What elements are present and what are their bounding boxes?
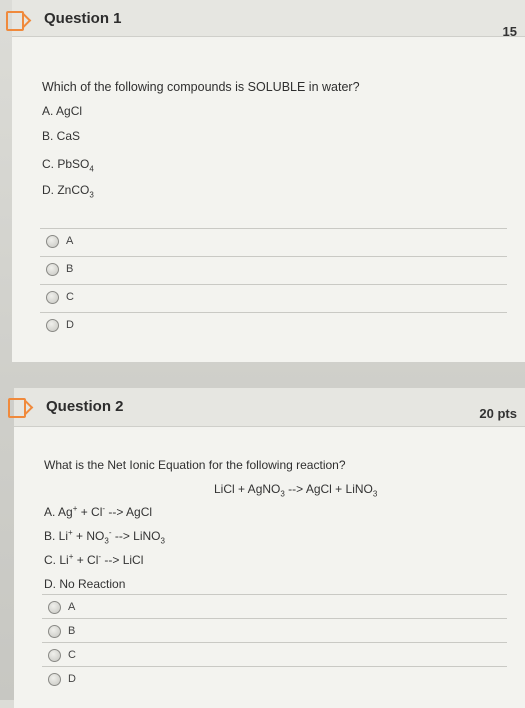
question-2-points: 20 pts (479, 406, 517, 421)
answer-choice-b[interactable] (40, 256, 507, 285)
answer-choice-c[interactable] (40, 284, 507, 313)
radio-button[interactable] (46, 235, 59, 248)
answer-label: A (68, 601, 76, 613)
radio-button[interactable] (46, 319, 59, 332)
answer-choice-a[interactable] (40, 228, 507, 257)
question-2-option-b: B. $Li^+ + NO_3^-$ --> LiNO$_3$ (44, 528, 165, 546)
flag-icon[interactable] (8, 398, 26, 418)
answer-choice-d[interactable] (40, 312, 507, 341)
question-1-header (12, 0, 525, 37)
question-2-header (14, 388, 525, 427)
question-2-option-d: D. No Reaction (44, 577, 126, 591)
question-1-prompt: Which of the following compounds is SOLUBLE in water? (42, 80, 360, 94)
radio-button[interactable] (46, 291, 59, 304)
radio-button[interactable] (48, 601, 61, 614)
answer-label: D (68, 673, 76, 685)
question-1-card (12, 0, 525, 362)
answer-label: A (66, 235, 74, 247)
question-2-card (14, 388, 525, 708)
answer-label: D (66, 319, 74, 331)
question-1-option-c: C. PbSO$_4$ (42, 157, 94, 174)
radio-button[interactable] (48, 625, 61, 638)
question-2-option-a: A. Ag+ + Cl- --> AgCl (44, 504, 153, 519)
question-1-option-d: D. ZnCO$_3$ (42, 183, 94, 200)
question-1-option-b: B. CaS (42, 129, 81, 143)
question-2-option-c: C. Li+ + Cl- --> LiCl (44, 552, 144, 567)
answer-label: C (66, 291, 74, 303)
answer-label: B (68, 625, 76, 637)
answer-label: C (68, 649, 76, 661)
question-1-points: 15 (502, 24, 517, 39)
reaction-equation: LiCl + AgNO$_3$ --> AgCl + LiNO$_3$ (214, 482, 378, 499)
answer-label: B (66, 263, 74, 275)
question-2-title: Question 2 (46, 398, 124, 415)
question-1-option-a: A. AgCl (42, 104, 83, 118)
flag-icon[interactable] (6, 11, 24, 31)
answer-choice-d[interactable] (42, 666, 507, 695)
radio-button[interactable] (48, 673, 61, 686)
question-1-title: Question 1 (44, 10, 122, 27)
question-2-prompt: What is the Net Ionic Equation for the following reaction? (44, 458, 346, 472)
radio-button[interactable] (48, 649, 61, 662)
radio-button[interactable] (46, 263, 59, 276)
